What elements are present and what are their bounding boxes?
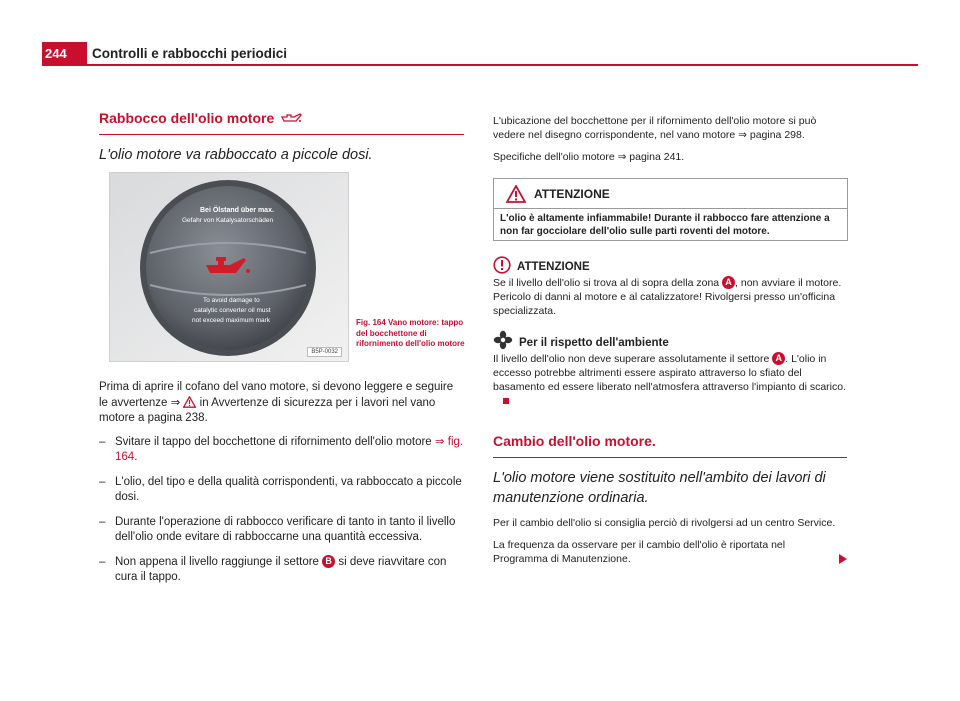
step-dash: – xyxy=(99,555,106,568)
section-title-text: Rabbocco dell'olio motore xyxy=(99,110,275,126)
sector-a-badge: A xyxy=(772,352,785,365)
chapter-title: Controlli e rabbocchi periodici xyxy=(92,46,288,61)
section2-subtitle: L'olio motore viene sostituito nell'ambito dei lavori di manutenzione ordinaria. xyxy=(493,470,826,506)
warning-box xyxy=(493,178,848,241)
step-text-a: Non appena il livello raggiunge il settore xyxy=(115,555,319,568)
step-item xyxy=(99,515,465,546)
caution-exclamation-icon xyxy=(493,256,511,274)
step-item xyxy=(99,435,465,466)
zone-a-badge: A xyxy=(722,276,735,289)
section-rule xyxy=(99,134,464,135)
caution-note xyxy=(493,256,848,318)
intro-paragraph xyxy=(99,380,465,427)
caution-text-a: Se il livello dell'olio si trova al di sopra della zona xyxy=(493,277,720,289)
step-tail: . xyxy=(134,451,138,463)
section2-title: Cambio dell'olio motore. xyxy=(493,433,656,449)
warning-triangle-icon xyxy=(506,185,526,203)
section-oil-change xyxy=(493,433,847,566)
step-text: Durante l'operazione di rabbocco verificare di tanto in tanto il livello dell'olio onde evitare di rabboccarne una quantità eccessiva. xyxy=(115,515,456,543)
cap-label-german-2: Gefahr von Katalysatorschäden xyxy=(182,217,274,224)
environment-text-a: Il livello dell'olio non deve superare assolutamente il settore xyxy=(493,353,770,365)
cap-label-english-1: To avoid damage to xyxy=(203,297,260,304)
oil-filler-cap-illustration xyxy=(110,173,349,362)
section-oil-topup xyxy=(99,110,464,165)
environment-title: Per il rispetto dell'ambiente xyxy=(519,337,669,349)
intro-text-b: in Avvertenze di sicurezza per i lavori nel vano motore a pagina 238. xyxy=(99,396,436,424)
end-of-section-marker xyxy=(503,398,509,404)
page-header xyxy=(42,42,918,68)
figure-code: B5P-0032 xyxy=(307,347,342,357)
header-rule xyxy=(87,64,918,66)
caution-text-b: , non avviare il motore. Pericolo di danni al motore e al catalizzatore! Rivolgersi presso un'officina specializzata. xyxy=(493,277,842,317)
cap-label-german-1: Bei Ölstand über max. xyxy=(200,207,274,214)
figure-oil-cap xyxy=(109,172,349,362)
maintenance-text: La frequenza da osservare per il cambio dell'olio è riportata nel Programma di Manutenzione. xyxy=(493,539,786,565)
section-subtitle: L'olio motore va rabboccato a piccole dosi. xyxy=(99,147,373,163)
environment-text-b: . L'olio in eccesso potrebbe altrimenti essere aspirato attraverso lo sfiato del basamento ed essere liberato nell'atmosfera attraverso l'impianto di scarico. xyxy=(493,353,847,393)
filler-location-paragraph: L'ubicazione del bocchettone per il rifornimento dell'olio motore si può vedere nel disegno corrispondente, nel vano motore ⇒ pagina 298. xyxy=(493,115,817,141)
environment-header xyxy=(493,330,848,350)
sector-b-badge: B xyxy=(322,555,335,568)
caution-body xyxy=(493,276,848,318)
step-text-b: si deve riavvitare con cura il tappo. xyxy=(115,555,447,583)
continue-arrow-icon xyxy=(839,554,847,564)
warning-triangle-icon[interactable] xyxy=(183,396,196,408)
environment-body xyxy=(493,352,848,408)
step-text: L'olio, del tipo e della qualità corrispondenti, va rabboccato a piccole dosi. xyxy=(115,475,462,503)
caution-header xyxy=(493,256,848,274)
section2-rule xyxy=(493,457,847,458)
step-dash: – xyxy=(99,515,106,528)
figure-caption: Fig. 164 Vano motore: tappo del bocchettone di rifornimento dell'olio motore xyxy=(356,318,465,348)
warning-title: ATTENZIONE xyxy=(534,186,610,201)
flower-environment-icon xyxy=(493,330,513,350)
intro-text-a: Prima di aprire il cofano del vano motore, si devono leggere e seguire le avvertenze ⇒ xyxy=(99,381,454,409)
step-item xyxy=(99,475,465,506)
caution-title: ATTENZIONE xyxy=(517,261,590,273)
figure-link[interactable]: ⇒ fig. 164 xyxy=(115,435,464,463)
service-paragraph: Per il cambio dell'olio si consiglia perciò di rivolgersi ad un centro Service. xyxy=(493,517,836,529)
cap-label-english-2: catalytic converter oil must xyxy=(194,307,271,314)
oil-spec-paragraph: Specifiche dell'olio motore ⇒ pagina 241. xyxy=(493,151,685,163)
environment-note xyxy=(493,330,848,408)
step-item xyxy=(99,555,465,586)
right-intro xyxy=(493,114,848,172)
oil-can-icon xyxy=(280,112,302,124)
step-text: Svitare il tappo del bocchettone di rifornimento dell'olio motore xyxy=(115,435,432,448)
step-dash: – xyxy=(99,475,106,488)
cap-label-english-3: not exceed maximum mark xyxy=(192,317,271,324)
left-body xyxy=(99,380,465,595)
maintenance-paragraph xyxy=(493,538,847,566)
section-title xyxy=(99,110,464,126)
warning-header xyxy=(494,179,847,209)
page-number: 244 xyxy=(42,42,87,66)
step-dash: – xyxy=(99,435,106,448)
warning-body: L'olio è altamente infiammabile! Durante il rabbocco fare attenzione a non far gocciolare dell'olio sulle parti roventi del motore. xyxy=(500,213,830,237)
